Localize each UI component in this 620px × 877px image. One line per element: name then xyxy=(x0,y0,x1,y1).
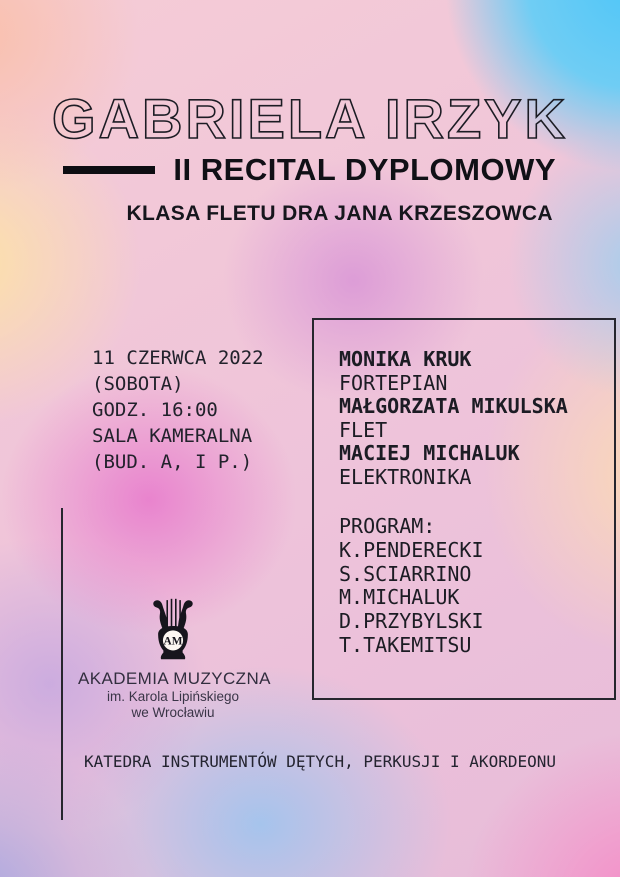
event-hall: SALA KAMERALNA xyxy=(92,425,253,447)
event-time: GODZ. 16:00 xyxy=(92,399,218,421)
department-line: KATEDRA INSTRUMENTÓW DĘTYCH, PERKUSJI I AKORDEONU xyxy=(83,752,556,771)
accent-bar xyxy=(63,166,155,174)
event-day: (SOBOTA) xyxy=(92,373,184,395)
program-item: S.SCIARRINO xyxy=(339,561,472,586)
artist-name: GABRIELA IRZYK xyxy=(52,87,568,150)
left-vertical-rule xyxy=(61,508,63,820)
performer-list xyxy=(339,348,602,489)
program-item: K.PENDERECKI xyxy=(339,537,484,562)
program-item: T.TAKEMITSU xyxy=(339,632,472,657)
program-list xyxy=(339,515,602,658)
lyre-logo-icon xyxy=(145,594,201,664)
recital-title: II RECITAL DYPLOMOWY xyxy=(173,152,556,187)
performer-role: FORTEPIAN xyxy=(339,370,448,395)
performer-name: MAŁGORZATA MIKULSKA xyxy=(339,394,568,418)
academy-city: we Wrocławiu xyxy=(131,705,215,720)
performer-name: MACIEJ MICHALUK xyxy=(339,441,520,465)
event-building: (BUD. A, I P.) xyxy=(92,451,253,473)
recital-title-row xyxy=(63,151,556,189)
performer-role: FLET xyxy=(339,417,388,442)
performers-program-box xyxy=(312,318,616,700)
academy-name: AKADEMIA MUZYCZNA xyxy=(78,669,271,688)
program-item: D.PRZYBYLSKI xyxy=(339,609,484,634)
academy-monogram: AM xyxy=(163,635,183,648)
academy-patron: im. Karola Lipińskiego xyxy=(106,689,240,704)
performer-role: ELEKTRONIKA xyxy=(339,464,472,489)
program-item: M.MICHALUK xyxy=(339,585,460,610)
class-subtitle: KLASA FLETU DRA JANA KRZESZOWCA xyxy=(126,202,553,225)
event-info xyxy=(92,345,264,475)
program-heading: PROGRAM: xyxy=(339,514,436,538)
academy-logo-block xyxy=(78,594,271,721)
event-date: 11 CZERWCA 2022 xyxy=(92,347,264,369)
performer-name: MONIKA KRUK xyxy=(339,347,472,371)
